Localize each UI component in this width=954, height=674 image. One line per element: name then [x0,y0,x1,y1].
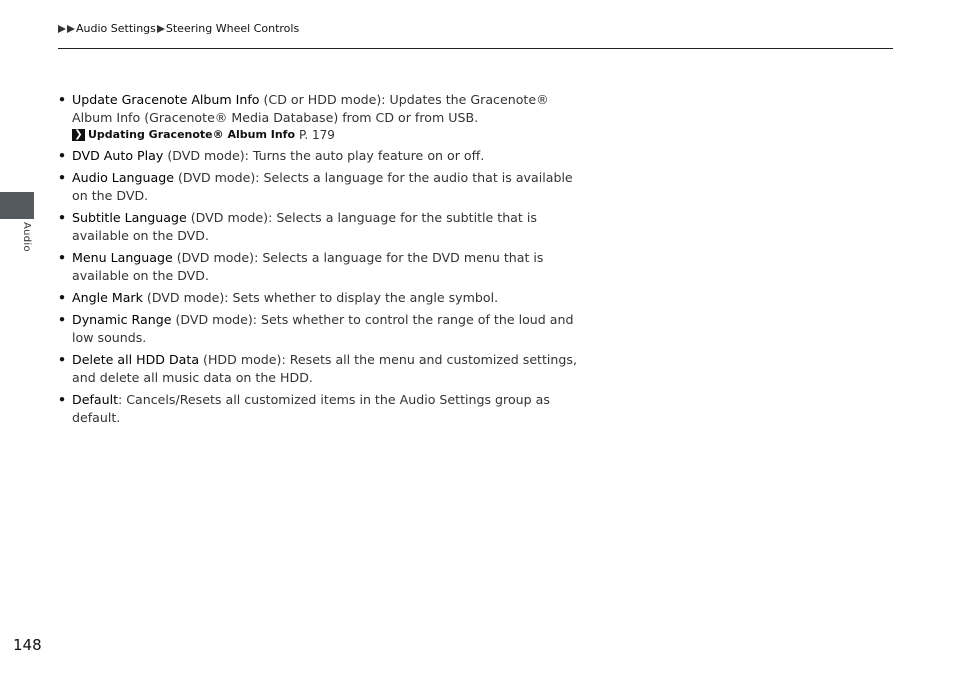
cross-reference-page[interactable]: P. 179 [299,128,335,142]
list-item [58,91,578,143]
bullet-icon: • [58,392,67,407]
list-item [58,311,578,347]
item-description: (DVD mode): Selects a language for the audio that is available on the DVD. [72,170,573,203]
section-tab [0,192,34,219]
section-tab-label: Audio [21,222,32,252]
list-item [58,351,578,387]
bullet-icon: • [58,148,67,163]
bullet-icon: • [58,250,67,265]
breadcrumb-arrow-icon [67,25,75,33]
item-term: Audio Language [72,170,174,185]
item-term: Delete all HDD Data [72,352,200,367]
breadcrumb-arrow-icon [157,25,165,33]
item-description: (CD or HDD mode): Updates the Gracenote® Album Info (Gracenote® Media Database) from CD or from USB. [72,92,549,125]
list-item [58,391,578,427]
item-description: (DVD mode): Sets whether to control the range of the loud and low sounds. [72,312,574,345]
cross-reference-link[interactable] [72,127,578,143]
item-description: (DVD mode): Turns the auto play feature on or off. [163,148,485,163]
item-term: Angle Mark [72,290,143,305]
item-term: Update Gracenote Album Info [72,92,260,107]
breadcrumb-item-steering-wheel-controls[interactable]: Steering Wheel Controls [165,22,300,35]
cross-reference-text[interactable]: Updating Gracenote® Album Info [88,128,296,141]
item-term: DVD Auto Play [72,148,164,163]
item-description: (DVD mode): Selects a language for the subtitle that is available on the DVD. [72,210,537,243]
item-term: Default [72,392,119,407]
list-item [58,249,578,285]
item-description: : Cancels/Resets all customized items in the Audio Settings group as default. [72,392,550,425]
breadcrumb [58,21,300,37]
list-item [58,147,578,165]
header-divider [58,48,893,49]
bullet-icon: • [58,352,67,367]
cross-reference-icon: ❯ [72,129,85,141]
bullet-icon: • [58,210,67,225]
bullet-icon: • [58,290,67,305]
item-term: Dynamic Range [72,312,172,327]
bullet-icon: • [58,92,67,107]
breadcrumb-arrow-icon [58,25,66,33]
bullet-icon: • [58,170,67,185]
item-description: (DVD mode): Sets whether to display the angle symbol. [142,290,499,305]
list-item [58,289,578,307]
item-description: (HDD mode): Resets all the menu and customized settings, and delete all music data on the HDD. [72,352,577,385]
page-number: 148 [13,636,42,654]
breadcrumb-item-audio-settings[interactable]: Audio Settings [76,22,156,35]
settings-list [58,91,578,431]
item-description: (DVD mode): Selects a language for the DVD menu that is available on the DVD. [72,250,544,283]
list-item [58,169,578,205]
item-term: Menu Language [72,250,173,265]
item-term: Subtitle Language [72,210,187,225]
list-item [58,209,578,245]
bullet-icon: • [58,312,67,327]
